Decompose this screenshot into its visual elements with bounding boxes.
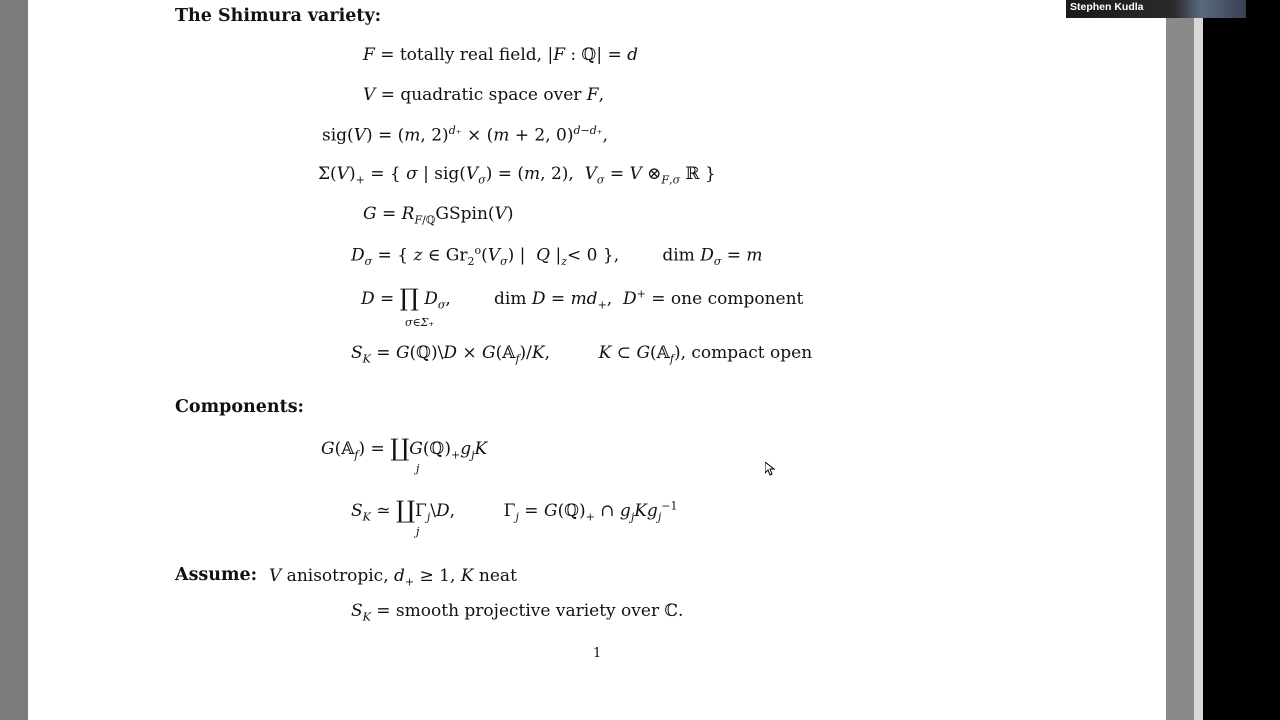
scrollbar-thumb[interactable] — [1194, 0, 1203, 720]
equation-V: V = quadratic space over F, — [363, 85, 604, 105]
participant-video-tile[interactable] — [1066, 0, 1246, 18]
side-panel — [1203, 0, 1280, 720]
assume-label: Assume: — [175, 565, 258, 585]
assume-text: V anisotropic, $d_+ \ge 1$, K neat — [269, 566, 517, 589]
equation-G-Af: G(𝔸$_f$) = $∐G(ℚ)_+g_jK$ — [321, 434, 488, 462]
participant-name: Stephen Kudla — [1070, 1, 1144, 13]
equation-sig: sig(V) = (m, 2)$^{d_+}$ × (m + 2, 0)$^{d-d_+}$, — [322, 124, 609, 146]
page-number: 1 — [593, 646, 602, 661]
equation-D-sigma: $D_\sigma$ = { z ∈ $Gr_2^o(V_\sigma)$ | Q $|_z< 0$ }, dim $D_\sigma = m$ — [351, 244, 763, 269]
equation-D-product: D = ∏ $D_\sigma$, dim $D = md_+$, D+ = one component — [361, 284, 804, 312]
equation-S-K-components: $S_K$ ≃ $∐\Gamma_j\backslash D$, $\Gamma_j$ = $G(ℚ)_+$ ∩ $g_jKg_j^{-1}$ — [351, 496, 678, 524]
heading-components: Components: — [175, 397, 305, 417]
product-index-sigma: σ∈Σ₊ — [405, 316, 435, 329]
document-page — [28, 0, 1166, 720]
equation-smooth-projective: $S_K$ = smooth projective variety over ℂ. — [351, 601, 684, 624]
scrollbar-track[interactable] — [1166, 0, 1194, 720]
equation-S-K: $S_K$ = G(ℚ)\D × G(𝔸$_f$)/K, K ⊂ G(𝔸$_f$), compact open — [351, 343, 813, 366]
heading-shimura-variety: The Shimura variety: — [175, 6, 382, 26]
equation-G: $G = R_{F/ℚ}GSpin(V)$ — [363, 204, 514, 227]
mouse-cursor-icon — [765, 462, 775, 476]
equation-sigma-plus: $\Sigma(V)_+$ = { σ | $sig(V_\sigma) = (m$, 2), $V_\sigma = V$ $\otimes_{F,\sigma}$ ℝ } — [318, 164, 716, 187]
coproduct-index-j-1: j — [416, 462, 420, 475]
equation-F: F = totally real field, |F : ℚ| = d — [363, 45, 638, 65]
coproduct-index-j-2: j — [416, 525, 420, 538]
